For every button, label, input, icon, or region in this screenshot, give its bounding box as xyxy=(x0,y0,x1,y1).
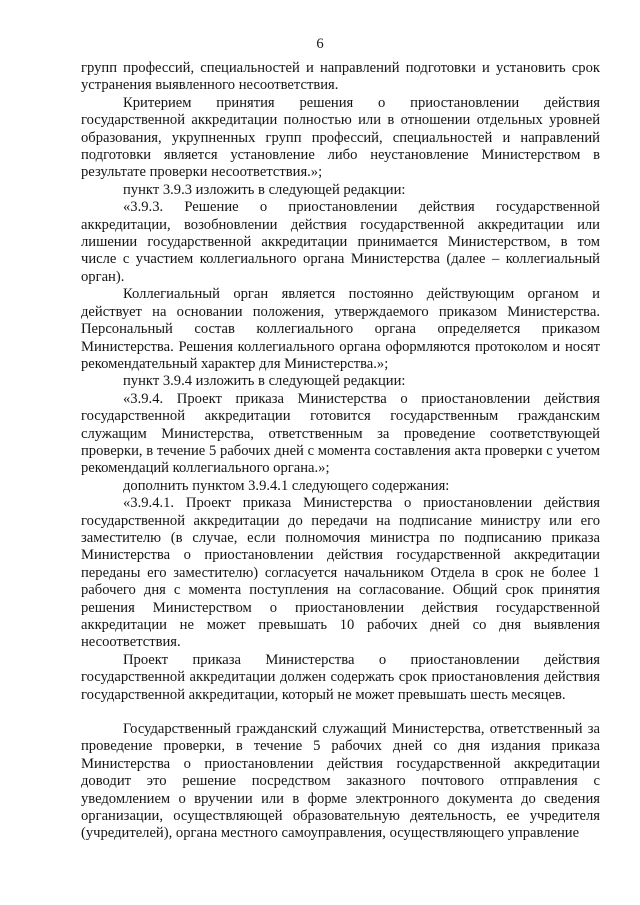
paragraph-collegial-body: Коллегиальный орган является постоянно действующим органом и действует на основании положения, утверждаемого приказом Министерства. Персональный состав коллегиального органа определяется приказом Министерства. Решения коллегиального органа оформляются протоколом и носят рекомендательный характер для Министерства.»; xyxy=(81,286,600,372)
page-number: 6 xyxy=(316,36,324,52)
paragraph-notification: Государственный гражданский служащий Министерства, ответственный за проведение проверки, в течение 5 рабочих дней со дня издания приказа Министерства о приостановлении действия государственной аккредитации доводит это решение посредством заказного почтового отправления с уведомлением о вручении или в форме электронного документа до сведения организации, осуществляющей образовательную деятельность, ее учредителя (учредителей), органа местного самоуправления, осуществляющего управление xyxy=(81,721,600,842)
paragraph-3-9-4: «3.9.4. Проект приказа Министерства о приостановлении действия государственной аккредитации готовится государственным гражданским служащим Министерства, ответственным за проведение соответствующей проверки, в течение 5 рабочих дней с момента составления акта проверки с учетом рекомендаций коллегиального органа.»; xyxy=(81,390,600,477)
paragraph-3-9-3: «3.9.3. Решение о приостановлении действия государственной аккредитации, возобновлении действия государственной аккредитации или лишении государственной аккредитации принимается Министерством, в том числе с участием коллегиального органа Министерства (далее – коллегиальный орган). xyxy=(81,199,600,285)
paragraph-amend-3-9-4: пункт 3.9.4 изложить в следующей редакции: xyxy=(123,373,406,390)
paragraph-criterion: Критерием принятия решения о приостановлении действия государственной аккредитации полностью или в отношении отдельных уровней образования, укрупненных групп профессий, специальностей и направлений подготовки является установление либо неустановление Министерством в результате проверки несоответствия.»; xyxy=(81,94,600,181)
paragraph-continuation: групп профессий, специальностей и направлений подготовки и установить срок устранения выявленного несоответствия. xyxy=(81,60,600,94)
document-body xyxy=(81,60,600,843)
paragraph-suspension-term: Проект приказа Министерства о приостановлении действия государственной аккредитации должен содержать срок приостановления действия государственной аккредитации, который не может превышать шесть месяцев. xyxy=(81,651,600,703)
paragraph-amend-3-9-3: пункт 3.9.3 изложить в следующей редакции: xyxy=(123,181,406,198)
paragraph-3-9-4-1: «3.9.4.1. Проект приказа Министерства о приостановлении действия государственной аккредитации до передачи на подписание министру или его заместителю (в случае, если полномочия министра по подписанию приказа Министерства о приостановлении действия государственной аккредитации переданы его заместителю) согласуется начальником Отдела в срок не более 1 рабочего дня с момента поступления на согласование. Общий срок принятия решения Министерством о приостановлении действия государственной аккредитации не может превышать 10 рабочих дней со дня выявления несоответствия. xyxy=(81,495,600,651)
paragraph-add-3-9-4-1: дополнить пунктом 3.9.4.1 следующего содержания: xyxy=(123,477,450,494)
